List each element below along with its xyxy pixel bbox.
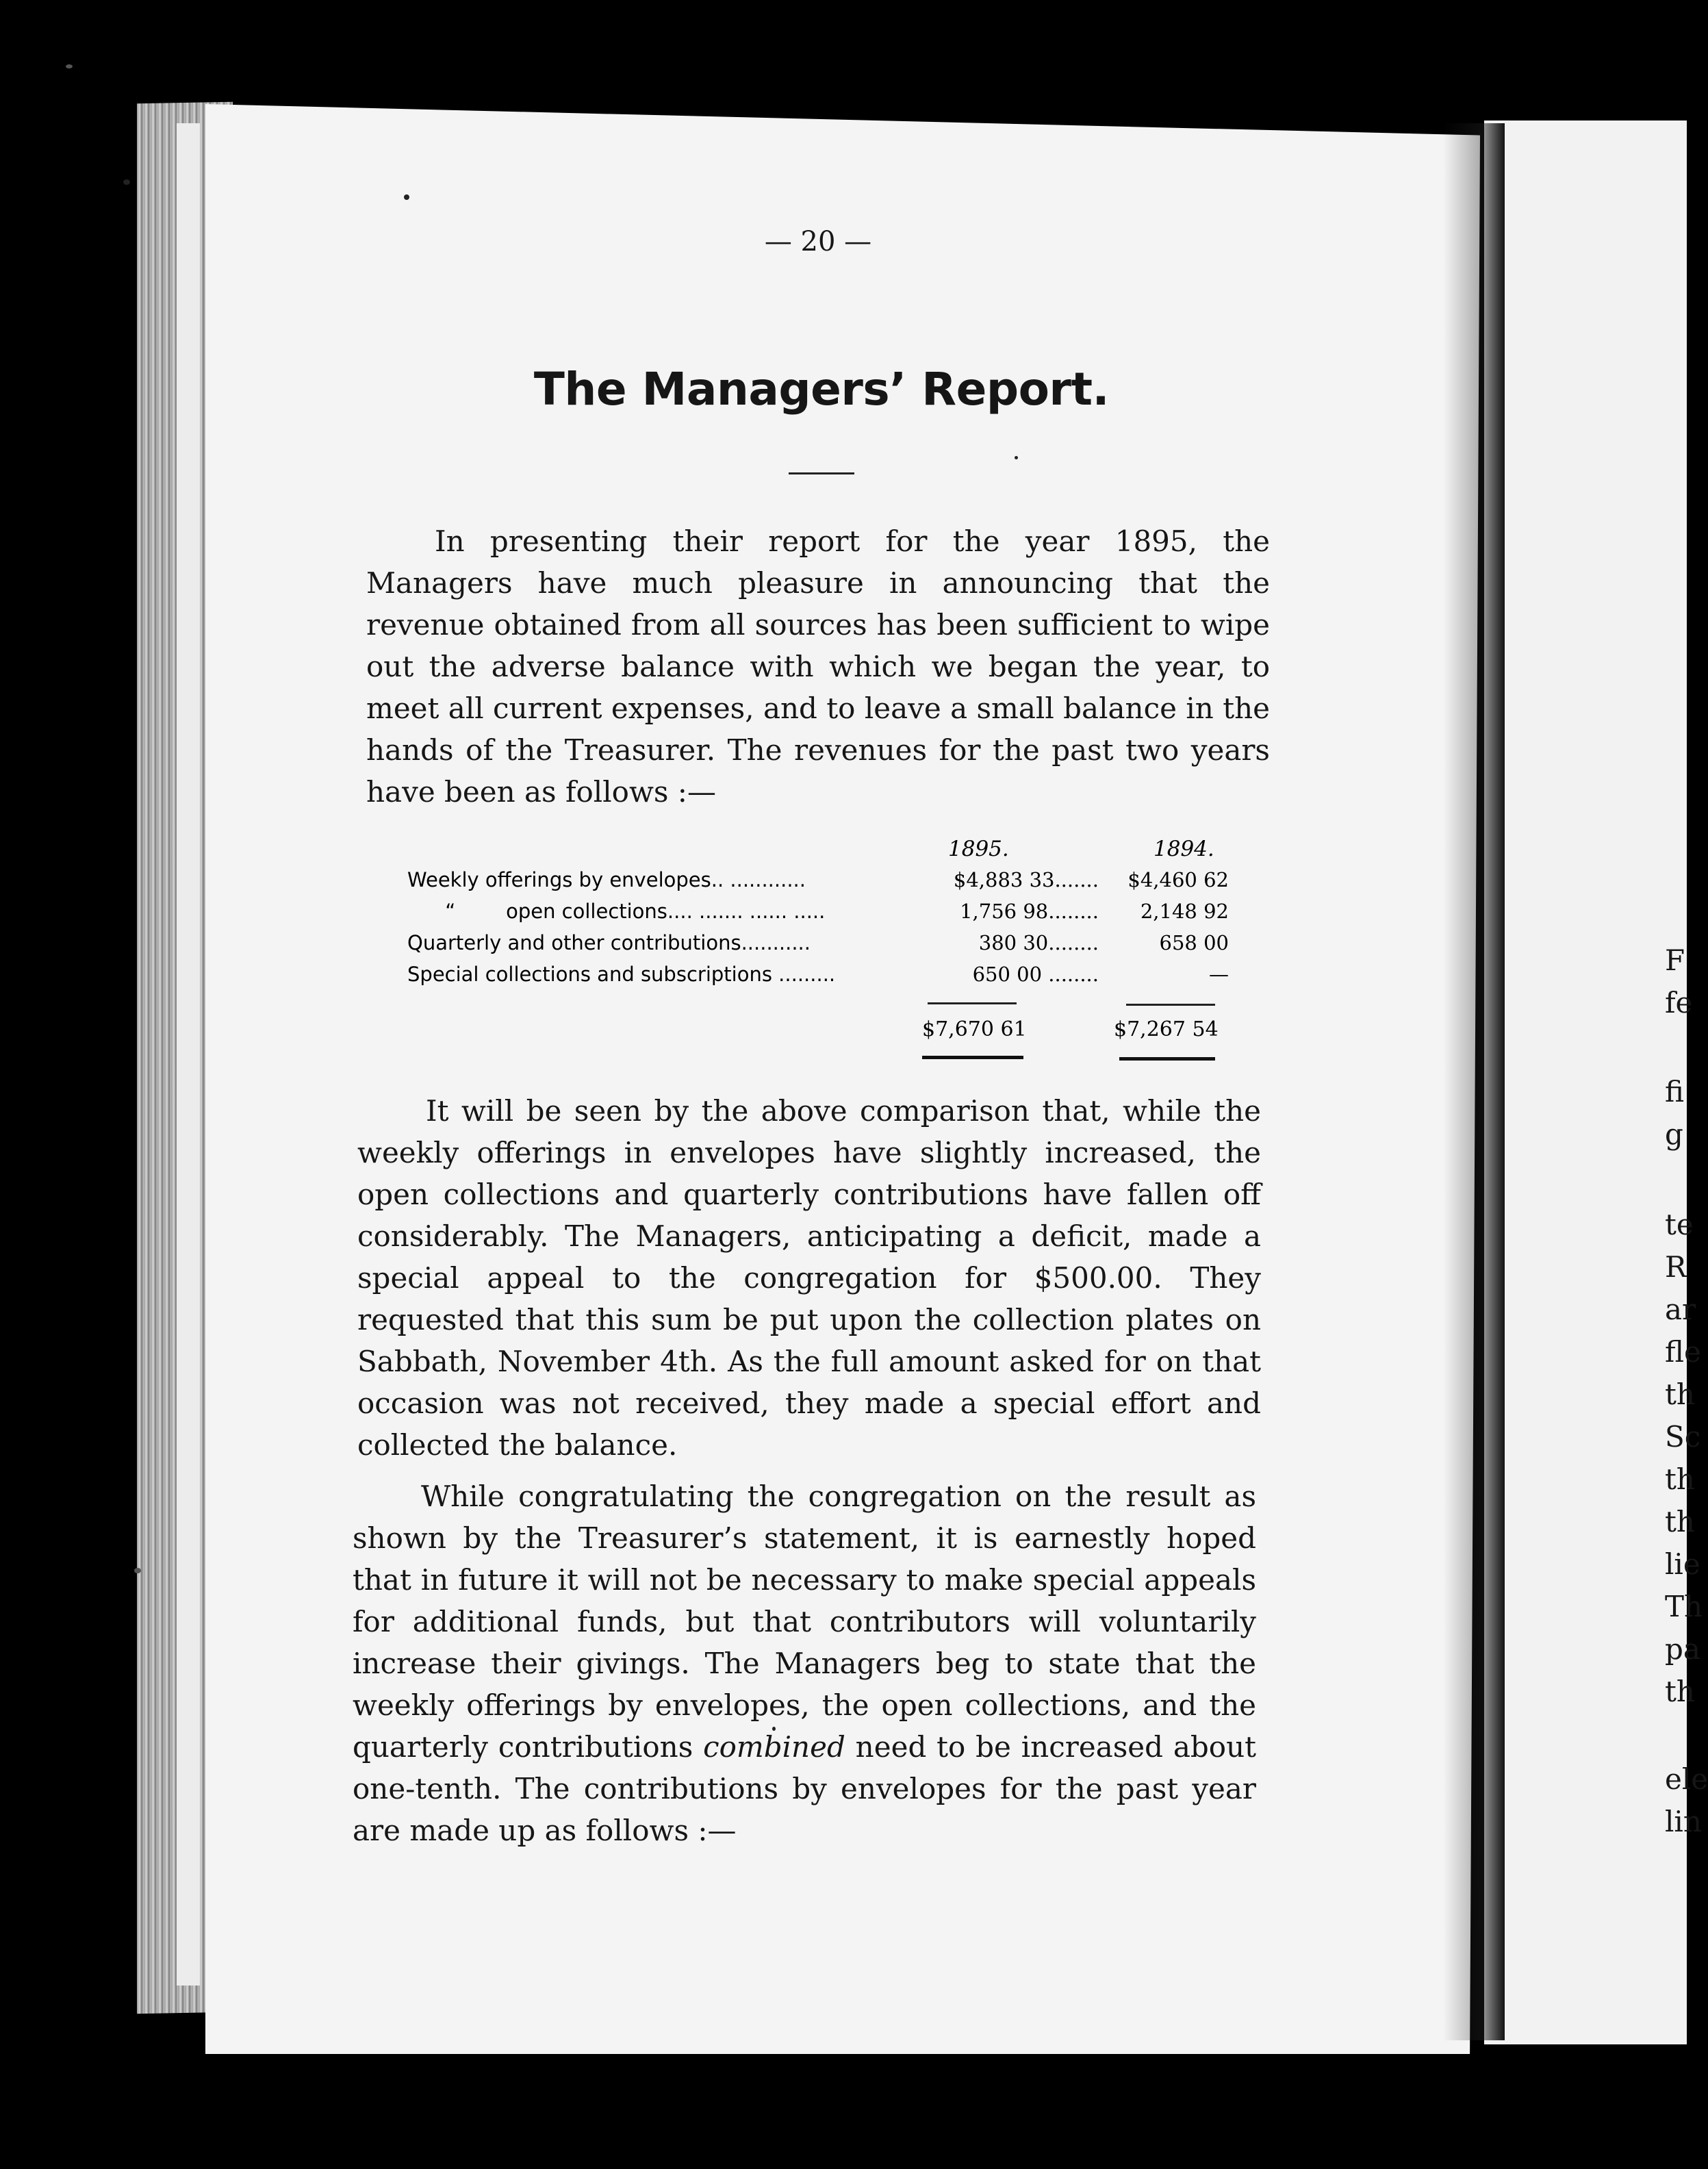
value-1894: 658 00 [1159, 931, 1229, 954]
right-page-fragment: Th [1665, 1590, 1703, 1623]
right-page-fragment: pa [1665, 1632, 1700, 1666]
right-page-fragment: F [1665, 943, 1685, 977]
table-row [407, 963, 1229, 993]
page-number: — 20 — [764, 226, 872, 257]
double-rule-1894 [1119, 1057, 1215, 1061]
value-1895: 650 00 ........ [972, 963, 1099, 986]
row-label: Quarterly and other contributions........... [407, 931, 811, 954]
page-title: The Managers’ Report. [533, 363, 1110, 416]
column-header-1894: 1894. [1153, 837, 1214, 861]
value-1895: $4,883 33....... [953, 868, 1099, 891]
right-page-fragment: Sc [1665, 1420, 1701, 1454]
right-page-fragment: th [1665, 1462, 1695, 1496]
subtotal-rule-1895 [928, 1002, 1017, 1004]
right-page-fragment: th [1665, 1505, 1695, 1538]
title-divider [789, 472, 854, 474]
scan-speck [66, 64, 73, 68]
right-page-fragment: fe [1665, 986, 1693, 1019]
page-edges-highlight [177, 123, 200, 1986]
right-page-fragment: lie [1665, 1547, 1700, 1581]
value-1894: — [1209, 963, 1229, 986]
paragraph-intro: In presenting their report for the year 1895, the Managers have much pleasure in announcing that the revenue obtained from all sources has been sufficient to wipe out the adverse balance with which we began the year, to meet all current expenses, and to leave a small balance in the hands of the Treasurer. The revenues for the past two years have been as follows :— [366, 524, 1270, 809]
right-page-fragment: th [1665, 1675, 1695, 1708]
paragraph-comparison: It will be seen by the above comparison that, while the weekly offerings in envelopes have slightly increased, the open collections and quarterly contributions have fallen off considerably. The Managers, anticipating a deficit, made a special appeal to the congregation for $500.00. They requested that this sum be put upon the collection plates on Sabbath, November 4th. As the full amount asked for on that occasion was not received, they made a special effort and collected the balance. [357, 1094, 1261, 1462]
row-label: Weekly offerings by envelopes.. ............ [407, 868, 806, 891]
table-row [407, 868, 1229, 898]
scan-speck [404, 194, 409, 200]
column-header-1895: 1895. [948, 837, 1009, 861]
value-1895: 1,756 98........ [960, 900, 1099, 923]
right-page-fragment: th [1665, 1378, 1695, 1411]
right-page-fragment: ele [1665, 1762, 1708, 1796]
scan-speck [123, 179, 130, 185]
double-rule-1895 [922, 1056, 1023, 1059]
paragraph-text: need to be increased about one-tenth. The contributions by envelopes for the past year are made up as follows :— [353, 1730, 1257, 1847]
right-page-fragment: fi [1665, 1075, 1685, 1108]
scan-speck [1015, 456, 1018, 459]
value-1895: 380 30........ [978, 931, 1099, 954]
scan-speck [134, 1568, 141, 1573]
emphasis-combined: combined [703, 1730, 845, 1764]
right-page-fragment: g [1665, 1117, 1683, 1151]
value-1894: $4,460 62 [1127, 868, 1229, 891]
row-label: “ open collections.... ....... ...... ..... [407, 900, 826, 923]
total-1895: $7,670 61 [922, 1017, 1027, 1041]
right-page [1484, 120, 1687, 2044]
paragraph-congratulating [353, 1475, 1256, 1851]
row-label: Special collections and subscriptions ......... [407, 963, 836, 986]
subtotal-rule-1894 [1126, 1004, 1215, 1006]
gutter-shadow [1443, 123, 1505, 2040]
right-page-fragment: R [1665, 1250, 1687, 1284]
right-page-fragment: te [1665, 1208, 1694, 1241]
total-1894: $7,267 54 [1114, 1017, 1219, 1041]
paragraph-text: While congratulating the congregation on the result as shown by the Treasurer’s statement, it is earnestly hoped that in future it will not be necessary to make special appeals for additional funds, but that contributors will voluntarily increase their givings. The Managers beg to state that the weekly offerings by envelopes, the open collections, and the quarterly contributions [353, 1480, 1256, 1764]
right-page-fragment: lin [1665, 1805, 1702, 1838]
value-1894: 2,148 92 [1140, 900, 1229, 923]
table-row [407, 931, 1229, 961]
right-page-fragment: ar [1665, 1293, 1696, 1326]
right-page-fragment: fle [1665, 1335, 1701, 1369]
table-row [407, 900, 1229, 930]
